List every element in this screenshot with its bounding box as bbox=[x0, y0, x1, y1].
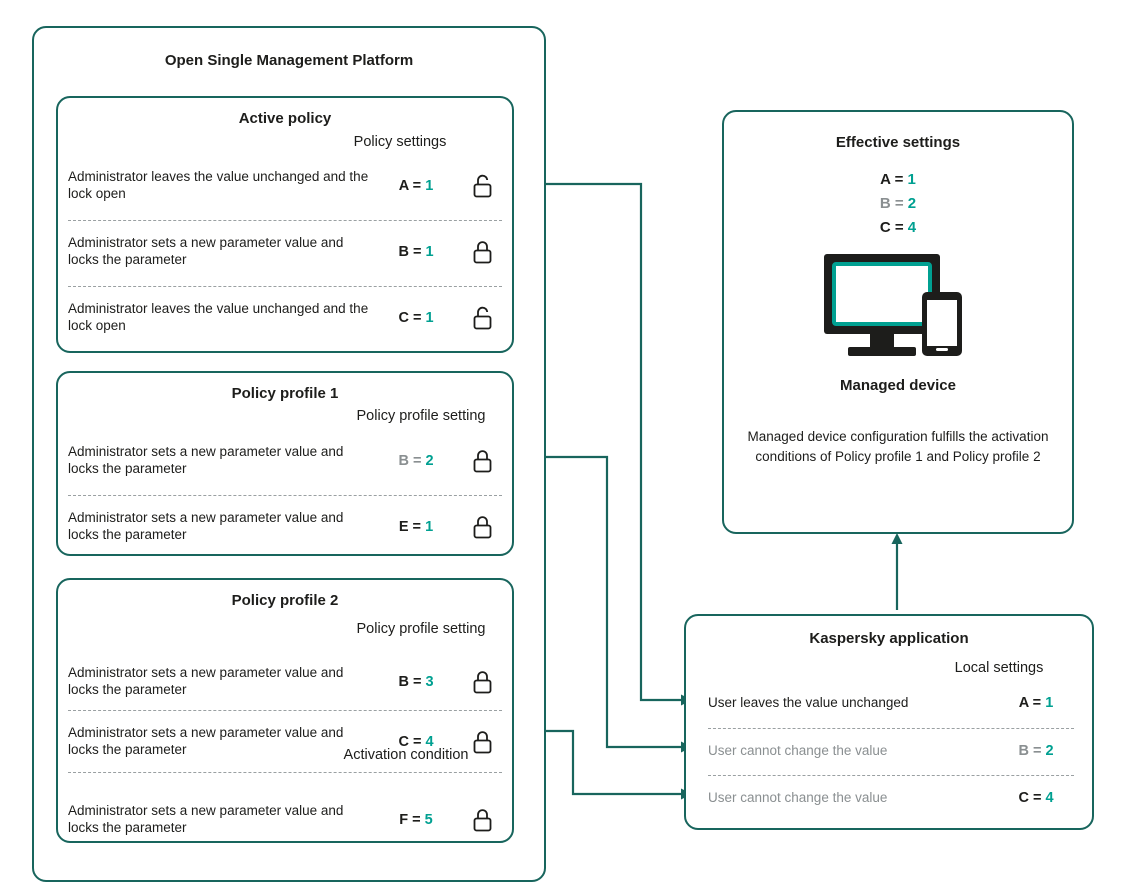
row-key: C = bbox=[1018, 790, 1042, 806]
lock-closed-icon bbox=[462, 240, 502, 264]
row-description: Administrator leaves the value unchanged and the lock open bbox=[68, 301, 369, 333]
row-key: B = bbox=[398, 674, 422, 690]
active-policy-column-header: Policy settings bbox=[353, 134, 447, 150]
row-number: 1 bbox=[425, 519, 434, 535]
table-row bbox=[708, 680, 1082, 726]
row-number: 1 bbox=[425, 178, 434, 194]
table-row bbox=[68, 435, 502, 487]
row-description: Administrator sets a new parameter value and locks the parameter bbox=[68, 803, 344, 835]
lock-closed-icon bbox=[462, 786, 502, 832]
policy-profile-1-column-header: Policy profile setting bbox=[356, 408, 486, 424]
row-number: 4 bbox=[425, 734, 434, 750]
row-description: Administrator sets a new parameter value and locks the parameter bbox=[68, 725, 344, 757]
table-row bbox=[68, 501, 502, 553]
row-number: 2 bbox=[425, 453, 434, 469]
row-key: B = bbox=[398, 244, 422, 260]
effective-number-c: 4 bbox=[907, 219, 917, 236]
row-value bbox=[370, 674, 462, 690]
row-value bbox=[370, 310, 462, 326]
effective-number-a: 1 bbox=[907, 171, 916, 188]
row-description: Administrator sets a new parameter value and locks the parameter bbox=[68, 235, 344, 267]
table-row bbox=[68, 292, 502, 344]
active-policy-title: Active policy bbox=[238, 110, 332, 127]
table-row bbox=[68, 656, 502, 708]
effective-values bbox=[724, 168, 1072, 240]
kaspersky-title: Kaspersky application bbox=[809, 630, 969, 647]
row-divider bbox=[68, 710, 502, 711]
row-number: 1 bbox=[425, 244, 434, 260]
row-value bbox=[370, 519, 462, 535]
effective-value-a bbox=[724, 168, 1072, 192]
lock-closed-icon bbox=[462, 515, 502, 539]
row-value bbox=[370, 453, 462, 469]
policy-profile-2-column-header: Policy profile setting bbox=[356, 621, 486, 637]
effective-settings-note: Managed device configuration fulfills the activation conditions of Policy profile 1 and Policy profile 2 bbox=[747, 429, 1049, 465]
effective-settings-title: Effective settings bbox=[835, 134, 961, 151]
row-description: Administrator sets a new parameter value and locks the parameter bbox=[68, 510, 344, 542]
kaspersky-application-panel bbox=[684, 614, 1094, 830]
row-description: Administrator sets a new parameter value and locks the parameter bbox=[68, 444, 344, 476]
row-value bbox=[370, 178, 462, 194]
row-description: User leaves the value unchanged bbox=[708, 694, 909, 710]
row-description: User cannot change the value bbox=[708, 742, 888, 758]
row-key: E = bbox=[398, 519, 422, 535]
effective-key-c: C = bbox=[879, 219, 904, 236]
row-key: B = bbox=[1018, 743, 1042, 759]
active-policy-panel bbox=[56, 96, 514, 353]
row-divider bbox=[68, 495, 502, 496]
lock-closed-icon bbox=[462, 449, 502, 473]
row-divider bbox=[68, 772, 502, 773]
managed-device-label: Managed device bbox=[840, 377, 956, 394]
row-value bbox=[990, 695, 1082, 711]
effective-value-c bbox=[724, 216, 1072, 240]
table-row bbox=[68, 226, 502, 278]
row-number: 5 bbox=[424, 812, 433, 828]
lock-open-icon bbox=[462, 174, 502, 198]
row-key: C = bbox=[398, 310, 422, 326]
policy-profile-1-panel bbox=[56, 371, 514, 556]
lock-closed-icon bbox=[462, 670, 502, 694]
row-description: Administrator sets a new parameter value and locks the parameter bbox=[68, 665, 344, 697]
effective-value-b bbox=[724, 192, 1072, 216]
row-description: Administrator leaves the value unchanged and the lock open bbox=[68, 169, 369, 201]
row-number: 1 bbox=[425, 310, 434, 326]
row-number: 3 bbox=[425, 674, 434, 690]
row-number: 4 bbox=[1045, 790, 1054, 806]
lock-open-icon bbox=[462, 306, 502, 330]
row-description: User cannot change the value bbox=[708, 789, 888, 805]
table-row bbox=[708, 775, 1082, 821]
row-key: B = bbox=[398, 453, 422, 469]
effective-key-a: A = bbox=[880, 171, 904, 188]
effective-key-b: B = bbox=[879, 195, 904, 212]
table-row bbox=[68, 778, 502, 840]
platform-title: Open Single Management Platform bbox=[164, 52, 414, 69]
row-key: A = bbox=[1018, 695, 1042, 711]
row-divider bbox=[68, 286, 502, 287]
policy-profile-2-title: Policy profile 2 bbox=[231, 592, 339, 609]
row-value bbox=[370, 790, 462, 828]
policy-profile-1-title: Policy profile 1 bbox=[231, 385, 339, 402]
policy-profile-2-panel bbox=[56, 578, 514, 843]
row-value bbox=[370, 244, 462, 260]
row-value bbox=[990, 790, 1082, 806]
row-number: 2 bbox=[1045, 743, 1054, 759]
table-row bbox=[68, 160, 502, 212]
row-key: C = bbox=[398, 734, 422, 750]
row-divider bbox=[68, 220, 502, 221]
row-key: F = bbox=[399, 812, 421, 828]
activation-condition-header: Activation condition bbox=[343, 747, 469, 763]
table-row bbox=[708, 728, 1082, 774]
row-key: A = bbox=[398, 178, 422, 194]
managed-device-icon bbox=[822, 252, 972, 364]
effective-settings-panel bbox=[722, 110, 1074, 534]
effective-number-b: 2 bbox=[907, 195, 917, 212]
row-number: 1 bbox=[1045, 695, 1054, 711]
row-value bbox=[990, 743, 1082, 759]
local-settings-header: Local settings bbox=[954, 660, 1044, 676]
